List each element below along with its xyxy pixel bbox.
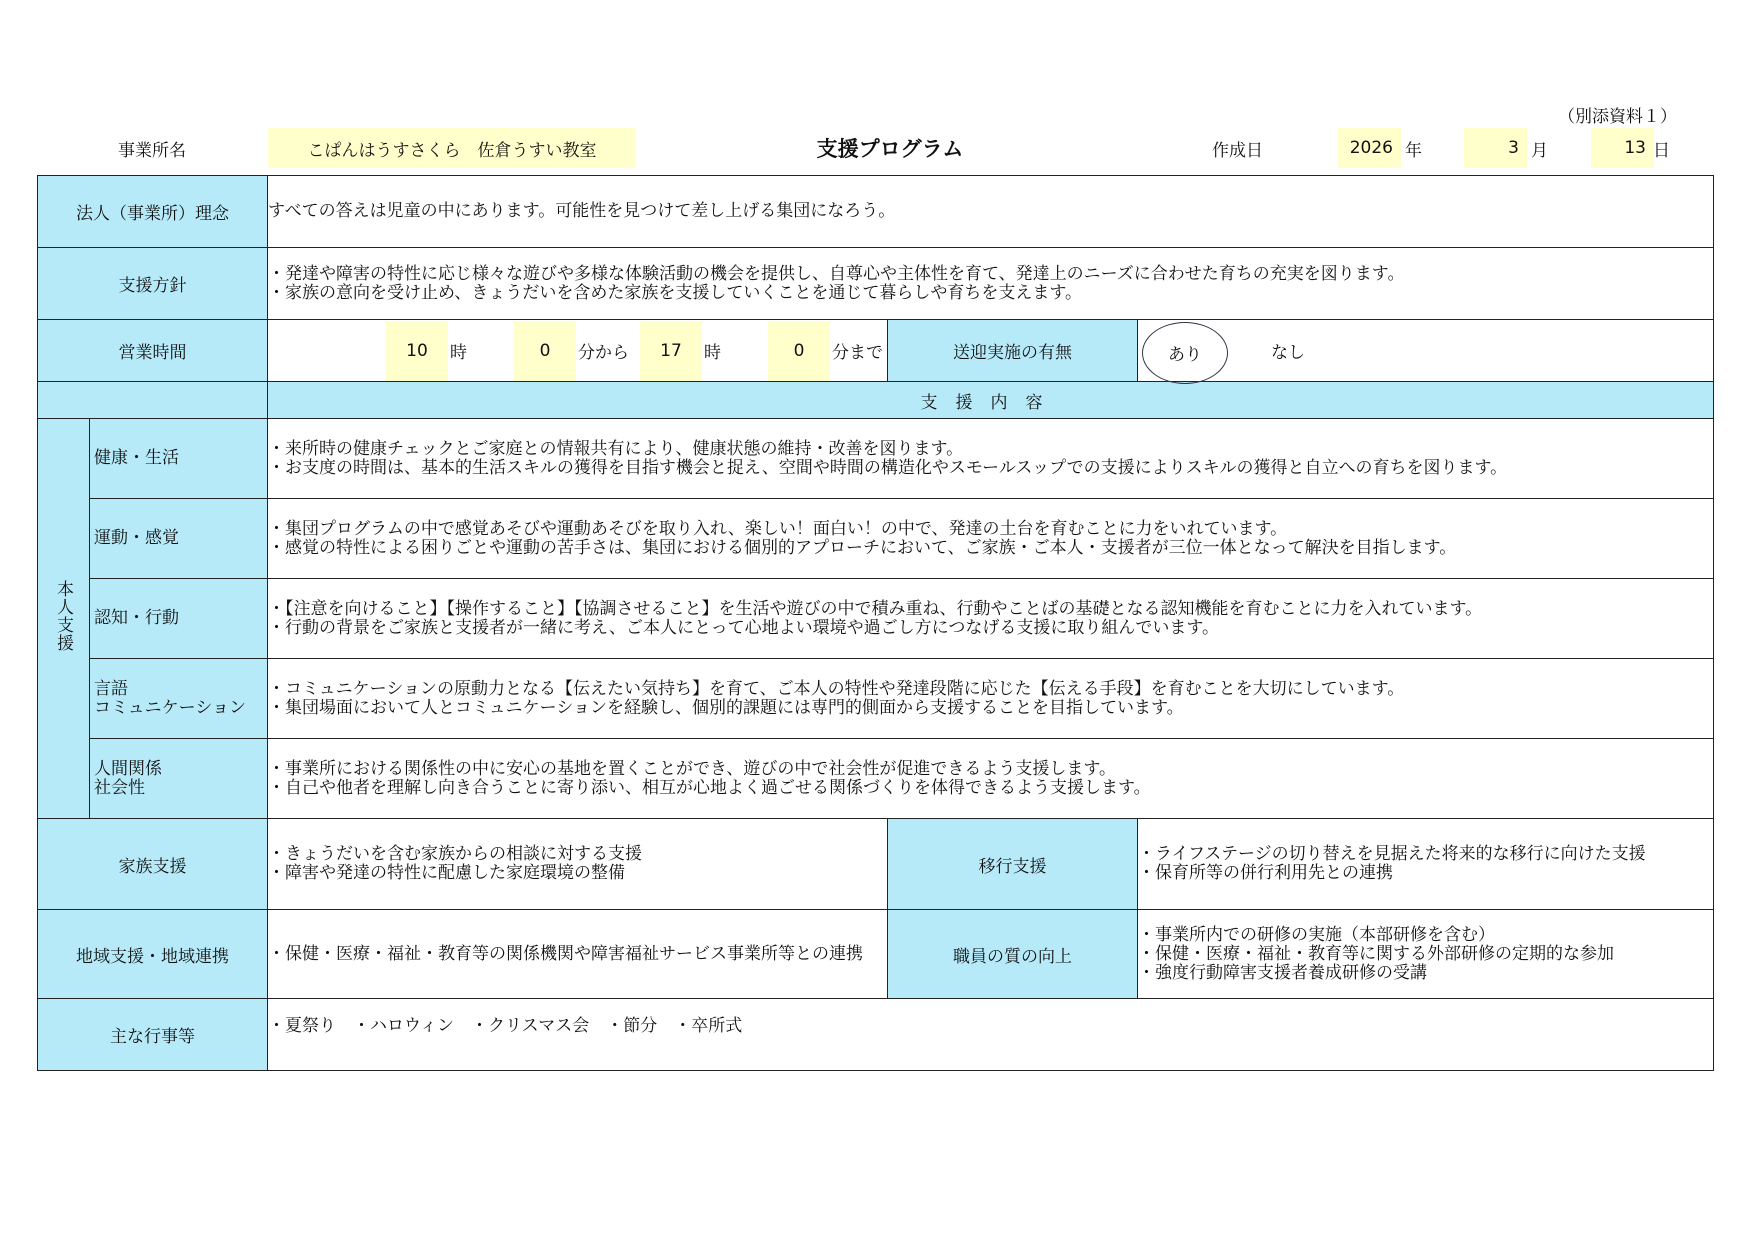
support-content-header-blank (38, 382, 268, 419)
policy-line: ・家族の意向を受け止め、きょうだいを含めた家族を支援していくことを通じて暮らしや育ちを支えます。 (268, 282, 1082, 303)
cognition-behavior-line: ・【注意を向けること】【操作すること】【協調させること】を生活や遊びの中で積み重ね、行動やことばの基礎となる認知機能を育むことに力を入れています。 (268, 598, 1483, 619)
relationships-social-text (268, 739, 1714, 819)
until-unit: 分まで (832, 343, 883, 363)
family-support-line: ・障害や発達の特性に配慮した家庭環境の整備 (268, 863, 625, 883)
pickup-yes-option[interactable]: あり (1142, 322, 1228, 384)
motor-sensory-label: 運動・感覚 (90, 499, 268, 579)
relationships-social-line: ・事業所における関係性の中に安心の基地を置くことができ、遊びの中で社会性が促進できるよう支援します。 (268, 758, 1116, 779)
motor-sensory-line: ・集団プログラムの中で感覚あそびや運動あそびを取り入れ、楽しい！面白い！の中で、発達の土台を育むことに力をいれています。 (268, 518, 1288, 539)
health-life-text (268, 419, 1714, 499)
health-life-label: 健康・生活 (90, 419, 268, 499)
end-hour-field[interactable]: 17 (640, 321, 702, 381)
day-field[interactable]: 13 (1591, 128, 1654, 168)
office-name-field[interactable]: こぱんはうすさくら 佐倉うすい教室 (268, 128, 636, 168)
year-field[interactable]: 2026 (1338, 128, 1401, 168)
pickup-cell (1138, 320, 1714, 382)
staff-quality-label: 職員の質の向上 (888, 910, 1138, 999)
transition-support-line: ・保育所等の併行利用先との連携 (1138, 863, 1393, 883)
support-content-header: 支援内容 (268, 382, 1714, 419)
community-support-label: 地域支援・地域連携 (38, 910, 268, 999)
health-life-line: ・お支度の時間は、基本的生活スキルの獲得を目指す機会と捉え、空間や時間の構造化やスモールスップでの支援によりスキルの獲得と自立への育ちを図ります。 (268, 457, 1508, 478)
philosophy-row (38, 176, 1714, 248)
end-minute-field[interactable]: 0 (768, 321, 830, 381)
created-date-label: 作成日 (1212, 140, 1263, 161)
month-field[interactable]: 3 (1464, 128, 1527, 168)
hour-unit: 時 (704, 343, 721, 363)
philosophy-label: 法人（事業所）理念 (38, 176, 268, 248)
attachment-note: （別添資料１） (1558, 107, 1677, 127)
hours-label: 営業時間 (38, 320, 268, 382)
transition-support-label: 移行支援 (888, 819, 1138, 910)
motor-sensory-text (268, 499, 1714, 579)
support-content-header-row (38, 382, 1714, 419)
self-support-row (38, 419, 1714, 499)
staff-quality-line: ・事業所内での研修の実施（本部研修を含む） (1138, 924, 1495, 945)
hour-unit: 時 (450, 343, 467, 363)
events-text: ・夏祭り ・ハロウィン ・クリスマス会 ・節分 ・卒所式 (268, 999, 1714, 1071)
page-title: 支援プログラム (816, 137, 964, 161)
family-support-label: 家族支援 (38, 819, 268, 910)
pickup-no-option[interactable]: なし (1271, 343, 1305, 363)
cognition-behavior-text (268, 579, 1714, 659)
pickup-label: 送迎実施の有無 (888, 320, 1138, 382)
self-support-label: 本人支援 (38, 419, 90, 819)
philosophy-text: すべての答えは児童の中にあります。可能性を見つけて差し上げる集団になろう。 (268, 176, 1714, 248)
policy-label: 支援方針 (38, 248, 268, 320)
self-support-row (38, 739, 1714, 819)
events-row (38, 999, 1714, 1071)
from-unit: 分から (578, 343, 629, 363)
language-communication-text (268, 659, 1714, 739)
self-support-row (38, 659, 1714, 739)
relationships-social-line: ・自己や他者を理解し向き合うことに寄り添い、相互が心地よく過ごせる関係づくりを体得できるよう支援します。 (268, 777, 1151, 798)
community-support-line: ・保健・医療・福祉・教育等の関係機関や障害福祉サービス事業所等との連携 (268, 943, 863, 964)
hours-cell (268, 320, 888, 382)
language-communication-label: 言語 コミュニケーション (90, 659, 268, 739)
cognition-behavior-line: ・行動の背景をご家族と支援者が一緒に考え、ご本人にとって心地よい環境や過ごし方につなげる支援に取り組んでいます。 (268, 617, 1219, 638)
language-communication-line: ・コミュニケーションの原動力となる【伝えたい気持ち】を育て、ご本人の特性や発達段階に応じた【伝える手段】を育むことを大切にしています。 (268, 678, 1405, 699)
self-support-row (38, 499, 1714, 579)
motor-sensory-line: ・感覚の特性による困りごとや運動の苦手さは、集団における個別的アプローチにおいて、ご家族・ご本人・支援者が三位一体となって解決を目指します。 (268, 537, 1457, 558)
office-name-label: 事業所名 (118, 140, 186, 161)
policy-line: ・発達や障害の特性に応じ様々な遊びや多様な体験活動の機会を提供し、自尊心や主体性を育て、発達上のニーズに合わせた育ちの充実を図ります。 (268, 263, 1405, 284)
transition-support-line: ・ライフステージの切り替えを見据えた将来的な移行に向けた支援 (1138, 844, 1646, 864)
support-program-table (37, 175, 1714, 1071)
hours-row (38, 320, 1714, 382)
family-transition-row (38, 819, 1714, 910)
year-unit: 年 (1405, 140, 1422, 161)
community-staff-row (38, 910, 1714, 999)
family-support-text (268, 819, 888, 910)
language-communication-line: ・集団場面において人とコミュニケーションを経験し、個別的課題には専門的側面から支援することを目指しています。 (268, 697, 1184, 718)
cognition-behavior-label: 認知・行動 (90, 579, 268, 659)
staff-quality-line: ・強度行動障害支援者養成研修の受講 (1138, 962, 1427, 983)
start-hour-field[interactable]: 10 (386, 321, 448, 381)
day-unit: 日 (1653, 140, 1670, 161)
staff-quality-line: ・保健・医療・福祉・教育等に関する外部研修の定期的な参加 (1138, 943, 1614, 964)
staff-quality-text (1138, 910, 1714, 999)
policy-text (268, 248, 1714, 320)
family-support-line: ・きょうだいを含む家族からの相談に対する支援 (268, 844, 642, 864)
start-minute-field[interactable]: 0 (514, 321, 576, 381)
events-label: 主な行事等 (38, 999, 268, 1071)
relationships-social-label: 人間関係 社会性 (90, 739, 268, 819)
month-unit: 月 (1531, 140, 1548, 161)
community-support-text (268, 910, 888, 999)
self-support-row (38, 579, 1714, 659)
transition-support-text (1138, 819, 1714, 910)
policy-row (38, 248, 1714, 320)
health-life-line: ・来所時の健康チェックとご家庭との情報共有により、健康状態の維持・改善を図ります。 (268, 438, 964, 459)
